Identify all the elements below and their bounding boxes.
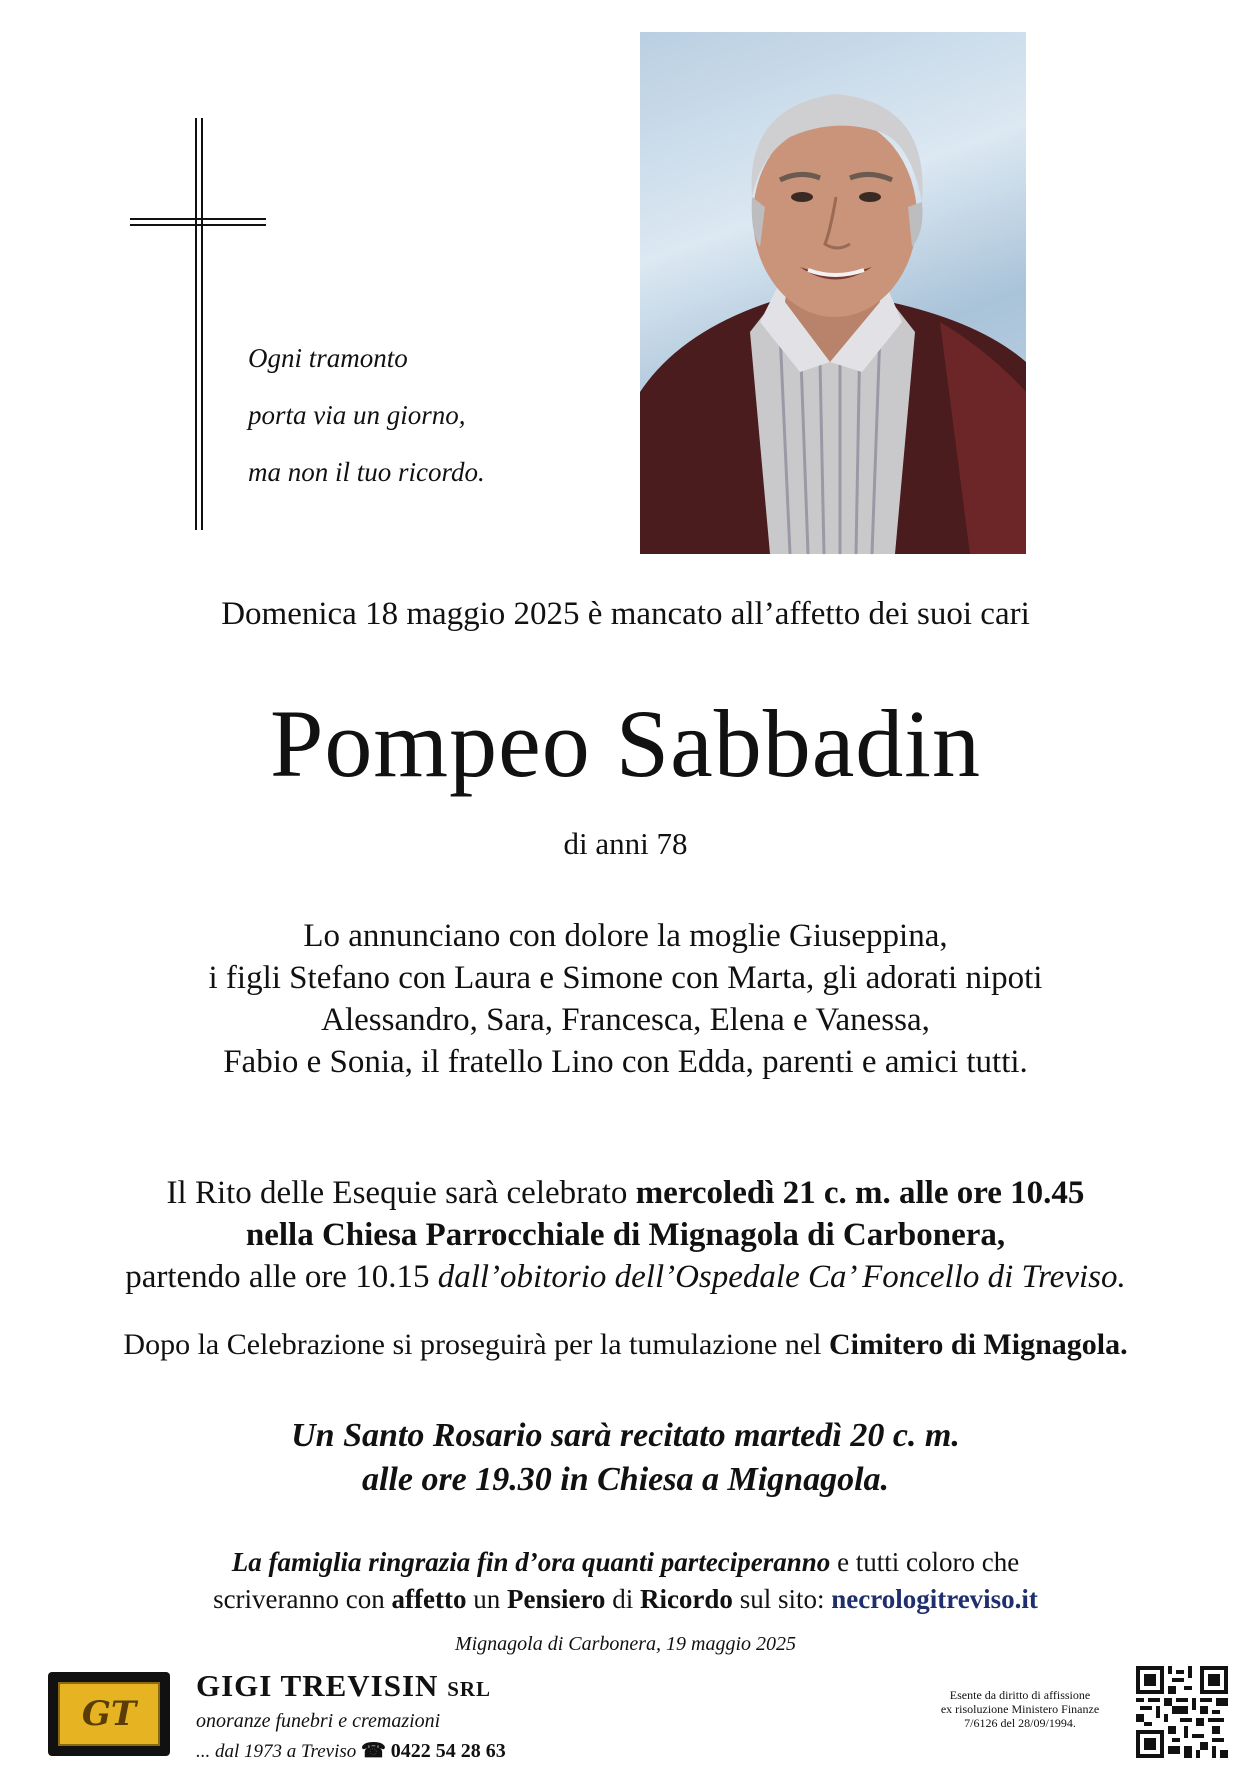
deceased-age: di anni 78 (563, 826, 688, 861)
exempt-line-1: Esente da diritto di affissione (949, 1688, 1091, 1702)
thanks-line-2 (0, 1581, 1251, 1618)
burial-info (0, 1328, 1251, 1362)
company-logo-mark: GT (58, 1682, 160, 1746)
company-suffix: SRL (447, 1677, 492, 1701)
rosary-line-2: alle ore 19.30 in Chiesa a Mignagola. (361, 1461, 890, 1498)
announce-line-4: Fabio e Sonia, il fratello Lino con Edda, parenti e amici tutti. (223, 1044, 1028, 1080)
announce-line-1: Lo annunciano con dolore la moglie Giuseppina, (303, 918, 948, 954)
portrait-illustration (640, 32, 1026, 554)
thanks-line-1 (0, 1544, 1251, 1581)
deceased-photo (640, 32, 1026, 554)
thanks-line-1-rest: e tutti coloro che (830, 1547, 1020, 1577)
place-and-date: Mignagola di Carbonera, 19 maggio 2025 (454, 1633, 797, 1655)
company-since (196, 1738, 506, 1763)
thanks-text-a: scriveranno con (213, 1584, 392, 1614)
funeral-rite-info (0, 1172, 1251, 1298)
thanks-emphasis: La famiglia ringrazia fin d’ora quanti parteciperanno (231, 1547, 831, 1577)
rosary-info (0, 1414, 1251, 1502)
thanks-text-c: un (466, 1584, 507, 1614)
death-announcement-intro: Domenica 18 maggio 2025 è mancato all’affetto dei suoi cari (221, 596, 1030, 632)
announce-line-2: i figli Stefano con Laura e Simone con Marta, gli adorati nipoti (208, 960, 1043, 996)
rite-line-2 (0, 1214, 1251, 1256)
rite-line-1 (0, 1172, 1251, 1214)
rite-departure-place: dall’obitorio dell’Ospedale Ca’ Foncello di Treviso. (437, 1259, 1126, 1295)
thanks-text-e: di (605, 1584, 640, 1614)
company-phone[interactable]: 0422 54 28 63 (390, 1740, 506, 1762)
exempt-line-3: 7/6126 del 28/09/1994. (964, 1716, 1076, 1730)
rite-location: nella Chiesa Parrocchiale di Mignagola di Carbonera, (245, 1217, 1006, 1253)
quote-line-2: porta via un giorno, (248, 400, 466, 430)
website-link[interactable]: necrologitreviso.it (831, 1584, 1038, 1614)
company-since-text: ... dal 1973 a Treviso (196, 1741, 357, 1762)
company-logo (48, 1672, 170, 1756)
quote-line-3: ma non il tuo ricordo. (248, 457, 485, 487)
thanks-pensiero: Pensiero (506, 1584, 606, 1614)
rite-line-3 (0, 1256, 1251, 1298)
rite-line-1-text: Il Rito delle Esequie sarà celebrato (166, 1175, 636, 1211)
thanks-ricordo: Ricordo (639, 1584, 733, 1614)
exemption-note (920, 1688, 1120, 1730)
family-announcement (0, 915, 1251, 1083)
thanks-text-g: sul sito: (732, 1584, 832, 1614)
rite-datetime: mercoledì 21 c. m. alle ore 10.45 (635, 1175, 1085, 1211)
thanks-affetto: affetto (391, 1584, 467, 1614)
burial-text: Dopo la Celebrazione si proseguirà per la tumulazione nel (123, 1328, 829, 1361)
phone-icon: ☎ (361, 1740, 386, 1762)
cemetery-name: Cimitero di Mignagola. (829, 1328, 1128, 1361)
rosary-line-1: Un Santo Rosario sarà recitato martedì 20 c. m. (291, 1417, 960, 1454)
company-subtitle: onoranze funebri e cremazioni (196, 1710, 441, 1732)
family-thanks (0, 1544, 1251, 1618)
exempt-line-2: ex risoluzione Ministero Finanze (940, 1702, 1100, 1716)
rite-departure-time: partendo alle ore 10.15 (125, 1259, 438, 1295)
company-name-text: GIGI TREVISIN (196, 1668, 439, 1703)
quote-line-1: Ogni tramonto (248, 343, 408, 373)
epitaph-quote (248, 330, 548, 501)
company-name (196, 1668, 491, 1704)
announce-line-3: Alessandro, Sara, Francesca, Elena e Vanessa, (321, 1002, 930, 1038)
qr-code-icon[interactable] (1136, 1666, 1228, 1758)
deceased-name: Pompeo Sabbadin (270, 690, 981, 797)
